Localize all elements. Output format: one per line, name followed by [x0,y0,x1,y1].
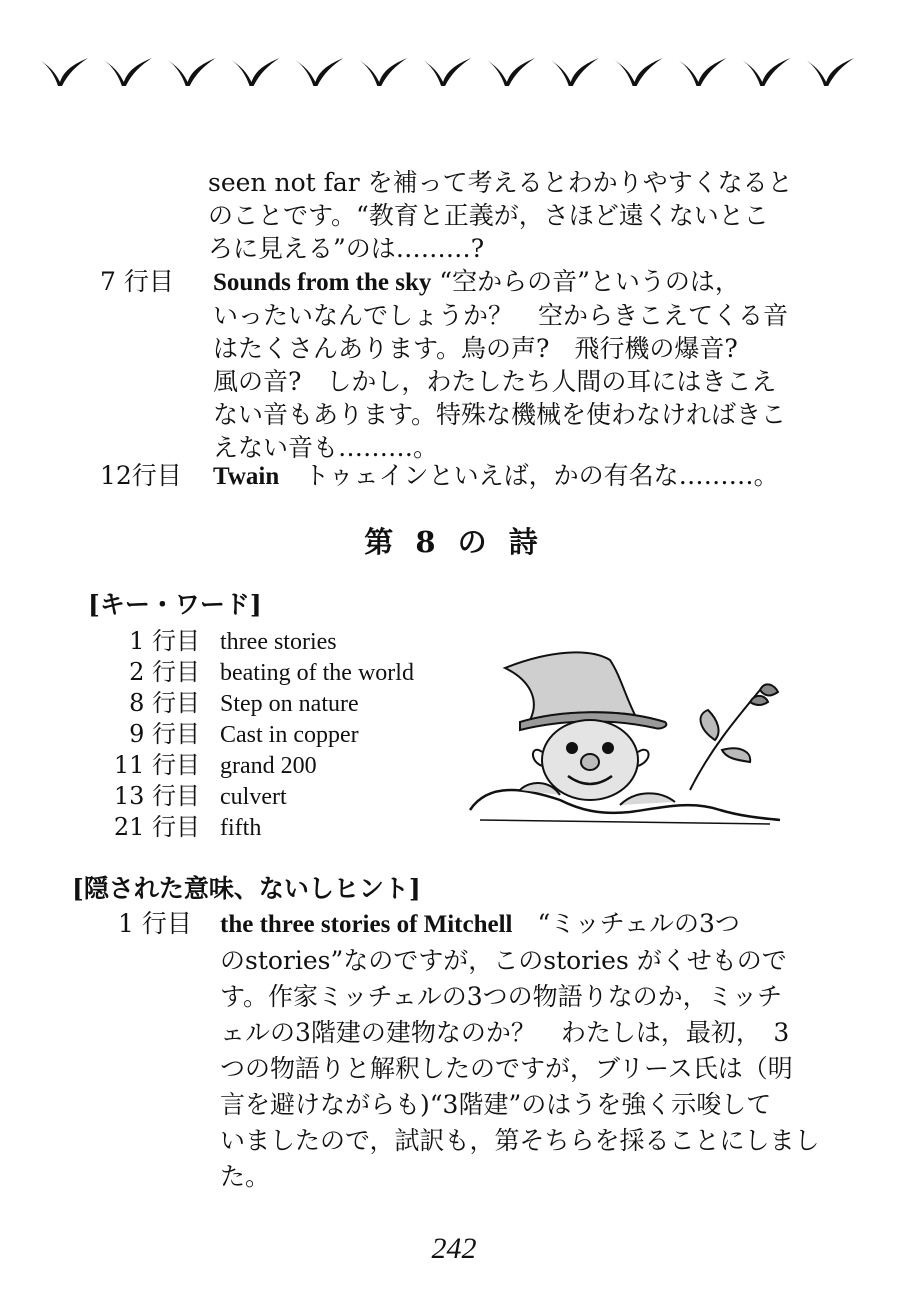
keyword-line: 9 行目 [129,720,200,748]
entry-text: ない音もあります。特殊な機械を使わなければきこ [213,400,787,429]
keyword-text: grand 200 [220,753,317,779]
entry-text: 風の音? しかし，わたしたち人間の耳にはきこえ [213,367,777,396]
entry-text: “空からの音”というのは， [431,267,740,296]
keyword-item [108,626,337,658]
line-label: 12行目 [100,461,182,490]
keyword-line: 21 行目 [113,813,200,841]
entry-keyword: the three stories of Mitchell [220,911,513,938]
entry-keyword: Twain [213,463,280,490]
entry-text: いましたので，試訳も，第そちらを採ることにしまし [220,1126,820,1155]
hints-heading: [隠された意味、ないしヒント] [72,874,421,903]
entry-text: トゥェインといえば，かの有名な………。 [279,461,779,490]
keyword-text: culvert [220,784,287,810]
ornament-mark [423,58,471,86]
keyword-text: fifth [220,815,262,841]
entry-text: えない音も………。 [213,433,439,462]
keyword-item [108,657,414,689]
ornament-border [30,52,860,92]
keyword-line: 11 行目 [113,751,200,779]
keyword-text: Step on nature [220,691,359,717]
entry-text: はたくさんあります。鳥の声? 飛行機の爆音? [213,334,738,363]
ornament-mark [678,58,726,86]
continuation-line: のことです。“教育と正義が，さほど遠くないとこ [208,201,769,230]
line-label: 7 行目 [100,267,174,296]
ornament-mark [487,58,535,86]
entry-text: のstories”なのですが，このstories がくせもので [220,946,787,975]
continuation-line: ろに見える”のは………? [208,234,485,263]
keyword-line: 1 行目 [129,627,200,655]
line-label: 1 行目 [118,909,192,938]
entry-text: ェルの3階建の建物なのか？ わたしは，最初， 3 [220,1018,790,1047]
entry-text: いったいなんでしょうか？ 空からきこえてくる音 [213,301,789,330]
keyword-line: 8 行目 [129,689,200,717]
keyword-item [108,688,359,720]
keywords-heading: [キー・ワード] [88,590,262,619]
section-title: 第 8 の 詩 [364,525,544,559]
keyword-item [108,812,261,844]
gnome-illustration [460,640,790,830]
keyword-item [108,719,359,751]
ornament-mark [615,58,663,86]
keyword-item [108,750,317,782]
ornament-mark [742,58,790,86]
keyword-line: 13 行目 [113,782,200,810]
entry-text: つの物語りと解釈したのですが，ブリース氏は（明 [220,1054,793,1083]
page-number: 242 [431,1232,477,1265]
ornament-mark [295,58,343,86]
ornament-mark [359,58,407,86]
ornament-mark [551,58,599,86]
keyword-text: three stories [220,629,337,655]
keyword-item [108,781,287,813]
ornament-mark [806,58,854,86]
entry-keyword: Sounds from the sky [213,269,432,296]
keyword-line: 2 行目 [129,658,200,686]
entry-text: “ミッチェルの3つ [512,909,740,938]
entry-text: す。作家ミッチェルの3つの物語りなのか，ミッチ [220,982,783,1011]
continuation-line: seen not far を補って考えるとわかりやすくなると [208,168,793,197]
continuation-paragraph [208,166,798,265]
ornament-mark [40,58,88,86]
ornament-mark [104,58,152,86]
ornament-mark [168,58,216,86]
entry-text: 言を避けながらも)“3階建”のはうを強く示唆して [220,1090,772,1119]
ornament-mark [232,58,280,86]
keyword-text: Cast in copper [220,722,359,748]
keyword-text: beating of the world [220,660,414,686]
entry-text: た。 [220,1162,271,1191]
